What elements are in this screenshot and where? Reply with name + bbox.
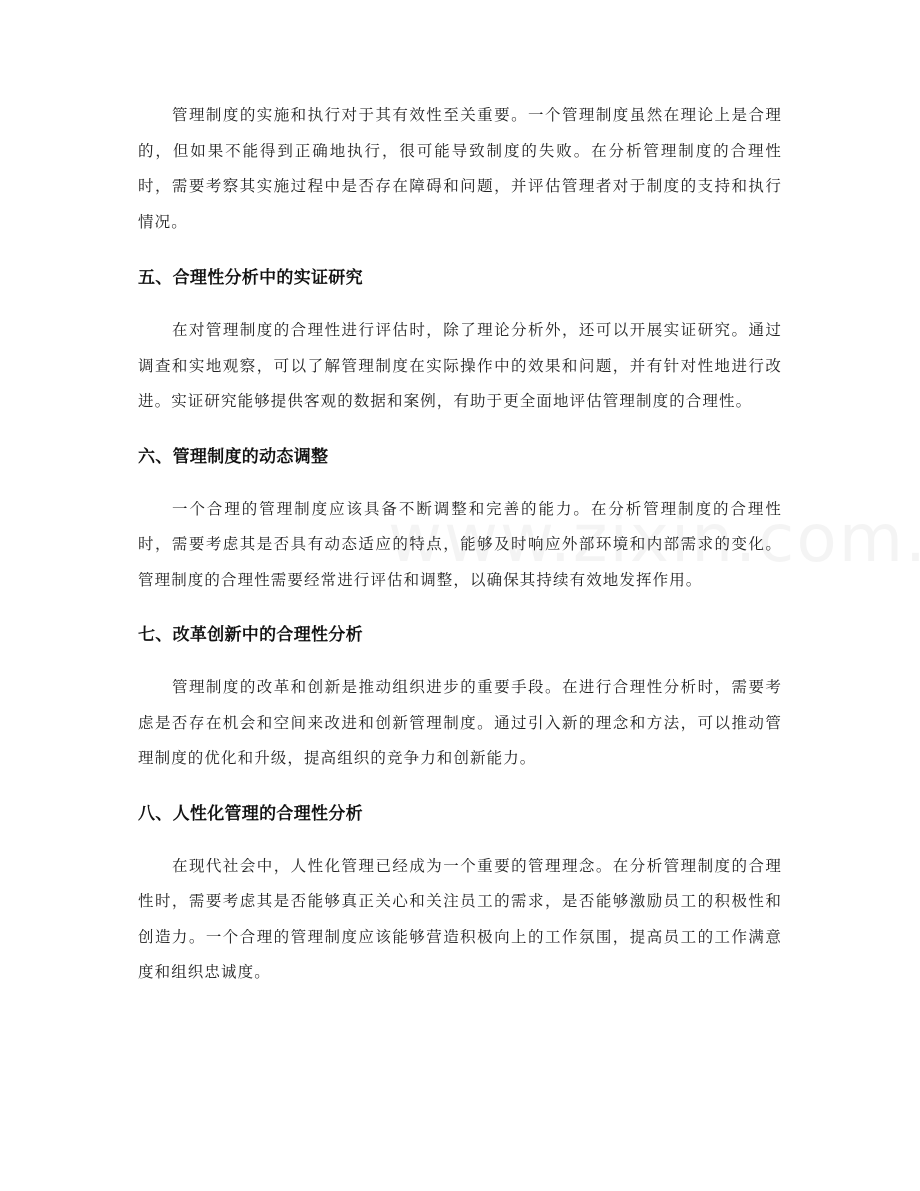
section-paragraph-6: 一个合理的管理制度应该具备不断调整和完善的能力。在分析管理制度的合理性时，需要考虑其是否具有动态适应的特点，能够及时响应外部环境和内部需求的变化。管理制度的合理性需要经常进行评估和调整，以确保其持续有效地发挥作用。 [138,499,782,589]
intro-paragraph: 管理制度的实施和执行对于其有效性至关重要。一个管理制度虽然在理论上是合理的，但如果不能得到正确地执行，很可能导致制度的失败。在分析管理制度的合理性时，需要考察其实施过程中是否存在障碍和问题，并评估管理者对于制度的支持和执行情况。 [138,106,782,231]
section-paragraph-7: 管理制度的改革和创新是推动组织进步的重要手段。在进行合理性分析时，需要考虑是否存在机会和空间来改进和创新管理制度。通过引入新的理念和方法，可以推动管理制度的优化和升级，提高组织的竞争力和创新能力。 [138,678,782,767]
section-heading-6: 六、管理制度的动态调整 [138,446,329,467]
section-heading-8: 八、人性化管理的合理性分析 [138,803,363,824]
section-heading-7: 七、改革创新中的合理性分析 [138,625,363,645]
section-heading-5: 五、合理性分析中的实证研究 [138,268,363,288]
section-paragraph-8: 在现代社会中，人性化管理已经成为一个重要的管理理念。在分析管理制度的合理性时，需要考虑其是否能够真正关心和关注员工的需求，是否能够激励员工的积极性和创造力。一个合理的管理制度应该能够营造积极向上的工作氛围，提高员工的工作满意度和组织忠诚度。 [138,856,782,981]
document-body [138,98,782,1013]
section-paragraph-5: 在对管理制度的合理性进行评估时，除了理论分析外，还可以开展实证研究。通过调查和实地观察，可以了解管理制度在实际操作中的效果和问题，并有针对性地进行改进。实证研究能够提供客观的数据和案例，有助于更全面地评估管理制度的合理性。 [138,321,782,410]
